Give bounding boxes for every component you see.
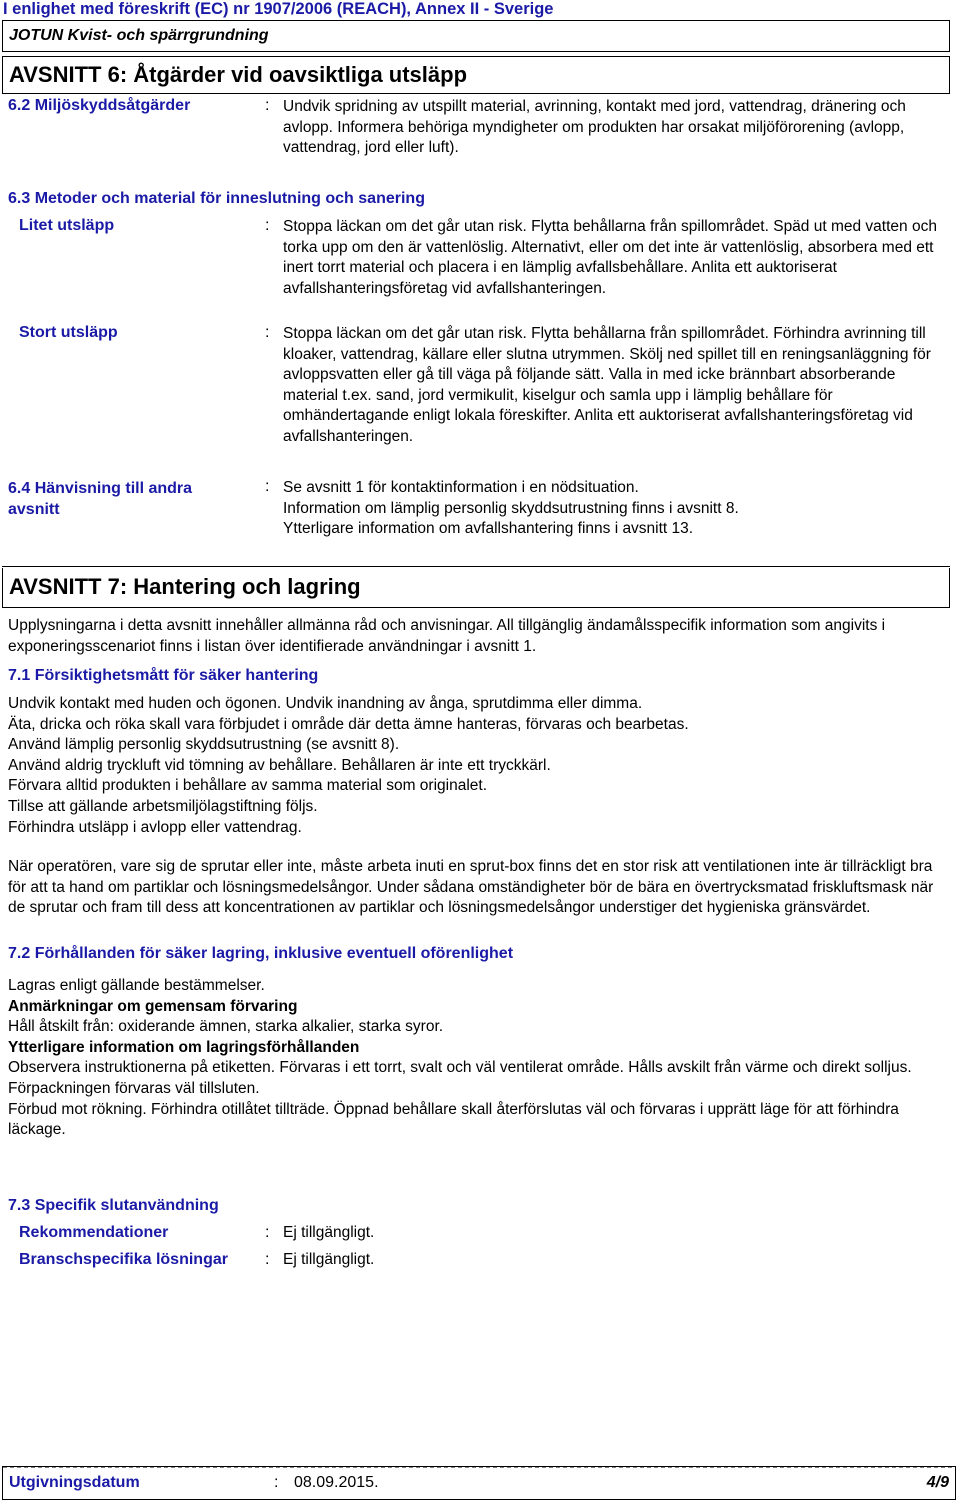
s72-sub2: Ytterligare information om lagringsförhållanden <box>8 1038 360 1056</box>
s72-line4: Förpackningen förvaras väl tillsluten. <box>8 1079 260 1097</box>
branch-solutions-colon: : <box>265 1251 270 1268</box>
s72-line3: Observera instruktionerna på etiketten. Förvaras i ett torrt, svalt och väl ventilerat område. Hålls avskilt från värme och direkt solljus. <box>8 1059 912 1077</box>
s72-block <box>8 976 948 1141</box>
s62-text: Undvik spridning av utspillt material, avrinning, kontakt med jord, vattendrag, dränering och avlopp. Informera behöriga myndigheter om produkten har orsakat miljöförorening (avlopp, vattendrag, jord eller luft). <box>283 98 906 157</box>
s64-line1: Se avsnitt 1 för kontaktinformation i en nödsituation. <box>283 479 639 496</box>
large-spill-text: Stoppa läckan om det går utan risk. Flytta behållarna från spillområdet. Förhindra avrinning till kloaker, vattendrag, källare eller slutna utrymmen. Skölj ned spillet till en reningsanläggning för avloppsvatten eller gå till väga på följande sätt. Valla in med icke brännbart absorberande material t.ex. sand, jord vermikulit, kiselgur och samla upp i lämplig behållare för omhändertagande enligt lokala föreskifter. Anlita ett auktoriserat avfallshanteringsföretag vid avfallshanteringen. <box>283 325 931 445</box>
s72-sub1: Anmärkningar om gemensam förvaring <box>8 997 298 1015</box>
s72-line5: Förbud mot rökning. Förhindra otillåtet tillträde. Öppnad behållare skall återförslutas väl och förvaras i upprätt läge för att förhindra läckage. <box>8 1100 899 1139</box>
regulation-header: I enlighet med föreskrift (EC) nr 1907/2006 (REACH), Annex II - Sverige <box>3 0 554 18</box>
s64-colon: : <box>265 478 270 495</box>
footer-dash-divider <box>3 1467 955 1499</box>
section7-title: AVSNITT 7: Hantering och lagring <box>2 568 950 608</box>
s62-colon: : <box>265 97 270 114</box>
s72-line1: Lagras enligt gällande bestämmelser. <box>8 977 265 994</box>
s63-heading: 6.3 Metoder och material för inneslutning och sanering <box>8 190 425 207</box>
issue-date-value: 08.09.2015. <box>294 1474 379 1491</box>
product-name: JOTUN Kvist- och spärrgrundning <box>2 20 950 52</box>
s71-list <box>8 694 948 838</box>
page-number: 4/9 <box>926 1474 949 1491</box>
branch-solutions-value: Ej tillgängligt. <box>283 1251 375 1268</box>
s71-line: Använd aldrig tryckluft vid tömning av behållare. Behållaren är inte ett tryckkärl. <box>8 756 551 774</box>
s71-line: Använd lämplig personlig skyddsutrustning (se avsnitt 8). <box>8 736 400 754</box>
s71-line: Tillse att gällande arbetsmiljölagstiftning följs. <box>8 797 318 815</box>
section7-top-rule <box>2 566 950 567</box>
large-spill-label: Stort utsläpp <box>19 324 118 341</box>
s72-heading: 7.2 Förhållanden för säker lagring, inklusive eventuell oförenlighet <box>8 945 514 962</box>
s71-note: När operatören, vare sig de sprutar eller inte, måste arbeta inuti en sprut-box finns det en stor risk att ventilationen inte är tillräckligt bra för att ta hand om partiklar och lösningsmedelsångor. Under sådana omständigheter bör de bära en övertrycksmatad friskluftsmask när de sprutar och fram till dess att koncentrationen av partiklar och lösningsmedelsångor understiger det hygieniska gränsvärdet. <box>8 858 934 917</box>
issue-date-colon: : <box>274 1474 279 1491</box>
s64-line3: Ytterligare information om avfallshantering finns i avsnitt 13. <box>283 520 694 538</box>
s71-line: Äta, dricka och röka skall vara förbjudet i område där detta ämne hanteras, förvaras och bearbetas. <box>8 715 689 733</box>
s62-label: 6.2 Miljöskyddsåtgärder <box>8 97 191 114</box>
s64-line2: Information om lämplig personlig skyddsutrustning finns i avsnitt 8. <box>283 499 739 517</box>
footer <box>2 1466 956 1500</box>
s64-label: 6.4 Hänvisning till andra avsnitt <box>8 480 193 518</box>
issue-date-label: Utgivningsdatum <box>9 1474 140 1491</box>
small-spill-label: Litet utsläpp <box>19 217 115 234</box>
small-spill-text: Stoppa läckan om det går utan risk. Flytta behållarna från spillområdet. Späd ut med vatten och torka upp om den är vattenlöslig. Alternativt, eller om det inte är vattenlöslig, absorbera med ett inert torrt material och placera i en lämplig avfallsbehållare. Anlita ett auktoriserat avfallshanteringsföretag vid avfallshanteringen. <box>283 218 937 297</box>
recommendations-value: Ej tillgängligt. <box>283 1224 375 1241</box>
section6-title: AVSNITT 6: Åtgärder vid oavsiktliga utsläpp <box>2 56 950 94</box>
s73-heading: 7.3 Specifik slutanvändning <box>8 1197 219 1214</box>
s72-line2: Håll åtskilt från: oxiderande ämnen, starka alkalier, starka syror. <box>8 1018 444 1036</box>
small-spill-colon: : <box>265 217 270 234</box>
large-spill-colon: : <box>265 324 270 341</box>
recommendations-label: Rekommendationer <box>19 1224 169 1241</box>
s71-heading: 7.1 Försiktighetsmått för säker hantering <box>8 667 319 684</box>
s7-intro: Upplysningarna i detta avsnitt innehåller allmänna råd och anvisningar. All tillgänglig ändamålsspecifik information som angivits i exponeringsscenariot finns i listan över identifierade användningar i avsnitt 1. <box>8 617 886 655</box>
s71-line: Förvara alltid produkten i behållare av samma material som originalet. <box>8 777 487 795</box>
s71-line: Förhindra utsläpp i avlopp eller vattendrag. <box>8 818 302 836</box>
s71-line: Undvik kontakt med huden och ögonen. Undvik inandning av ånga, sprutdimma eller dimma. <box>8 695 643 712</box>
branch-solutions-label: Branschspecifika lösningar <box>19 1251 228 1268</box>
recommendations-colon: : <box>265 1224 270 1241</box>
